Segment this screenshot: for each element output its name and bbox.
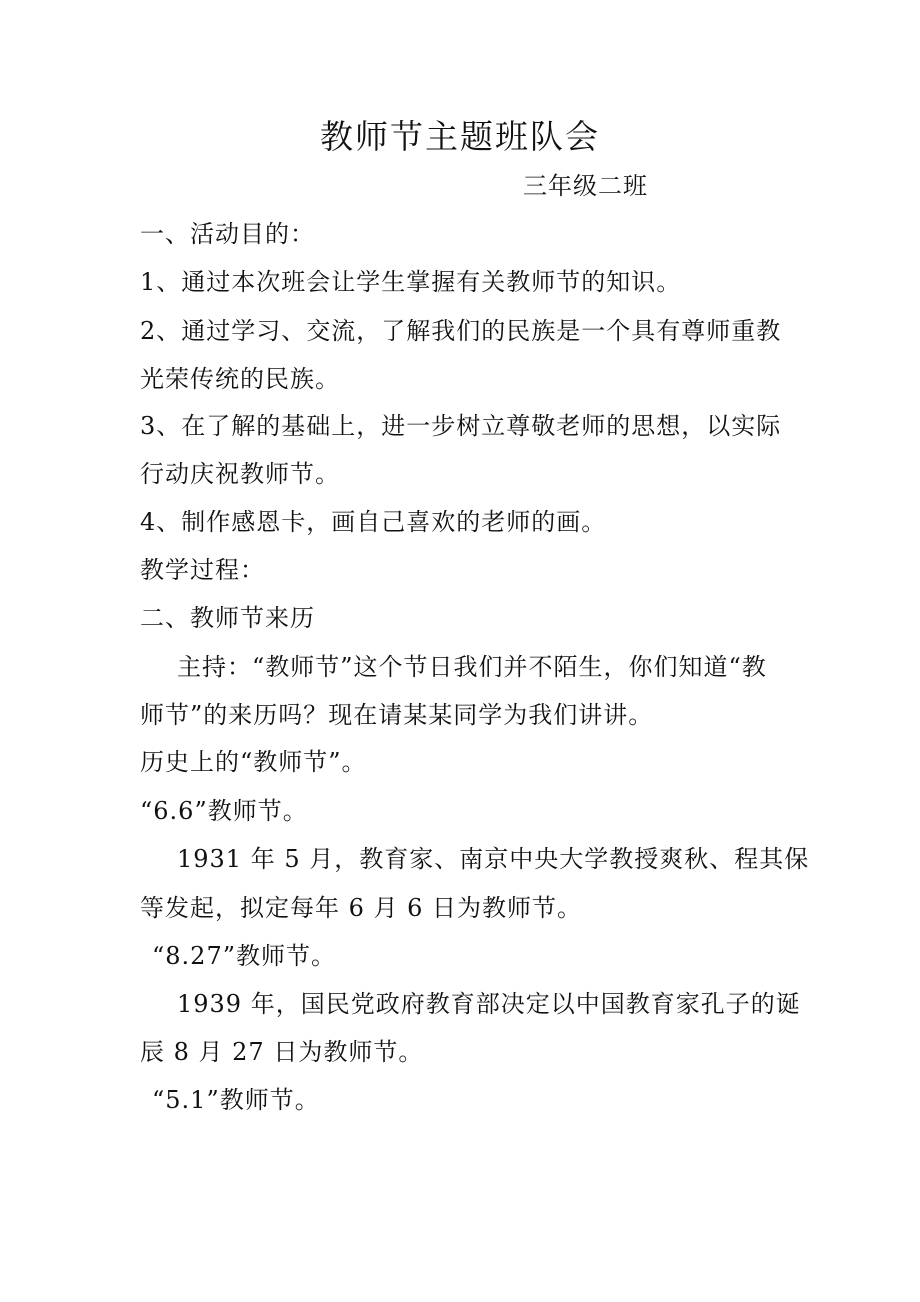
heading-origin: 二、教师节来历	[140, 604, 315, 632]
host-paragraph-line-2: 师节”的来历吗？现在请某某同学为我们讲讲。	[140, 701, 654, 729]
heading-activity-goals: 一、活动目的：	[140, 220, 315, 248]
goal-item-3-line-2: 行动庆祝教师节。	[140, 460, 340, 488]
goal-item-1: 1、通过本次班会让学生掌握有关教师节的知识。	[140, 268, 682, 296]
paragraph-1931-line-2: 等发起，拟定每年 6 月 6 日为教师节。	[140, 894, 583, 922]
section-5-1: “5.1”教师节。	[152, 1086, 320, 1114]
section-8-27: “8.27”教师节。	[152, 942, 336, 970]
paragraph-1939-line-2: 辰 8 月 27 日为教师节。	[140, 1038, 424, 1066]
document-subtitle: 三年级二班	[523, 172, 648, 200]
goal-item-2-line-2: 光荣传统的民族。	[140, 365, 340, 393]
goal-item-2-line-1: 2、通过学习、交流，了解我们的民族是一个具有尊师重教	[140, 317, 782, 345]
document-title: 教师节主题班队会	[320, 117, 600, 156]
goal-item-3-line-1: 3、在了解的基础上，进一步树立尊敬老师的思想，以实际	[140, 412, 782, 440]
paragraph-1939-line-1: 1939 年，国民党政府教育部决定以中国教育家孔子的诞	[177, 990, 801, 1018]
section-6-6: “6.6”教师节。	[140, 797, 308, 825]
goal-item-4: 4、制作感恩卡，画自己喜欢的老师的画。	[140, 508, 607, 536]
heading-teaching-process: 教学过程：	[140, 556, 265, 584]
history-heading: 历史上的“教师节”。	[140, 748, 367, 776]
host-paragraph-line-1: 主持：“教师节”这个节日我们并不陌生，你们知道“教	[177, 653, 767, 681]
paragraph-1931-line-1: 1931 年 5 月，教育家、南京中央大学教授爽秋、程其保	[177, 845, 810, 873]
